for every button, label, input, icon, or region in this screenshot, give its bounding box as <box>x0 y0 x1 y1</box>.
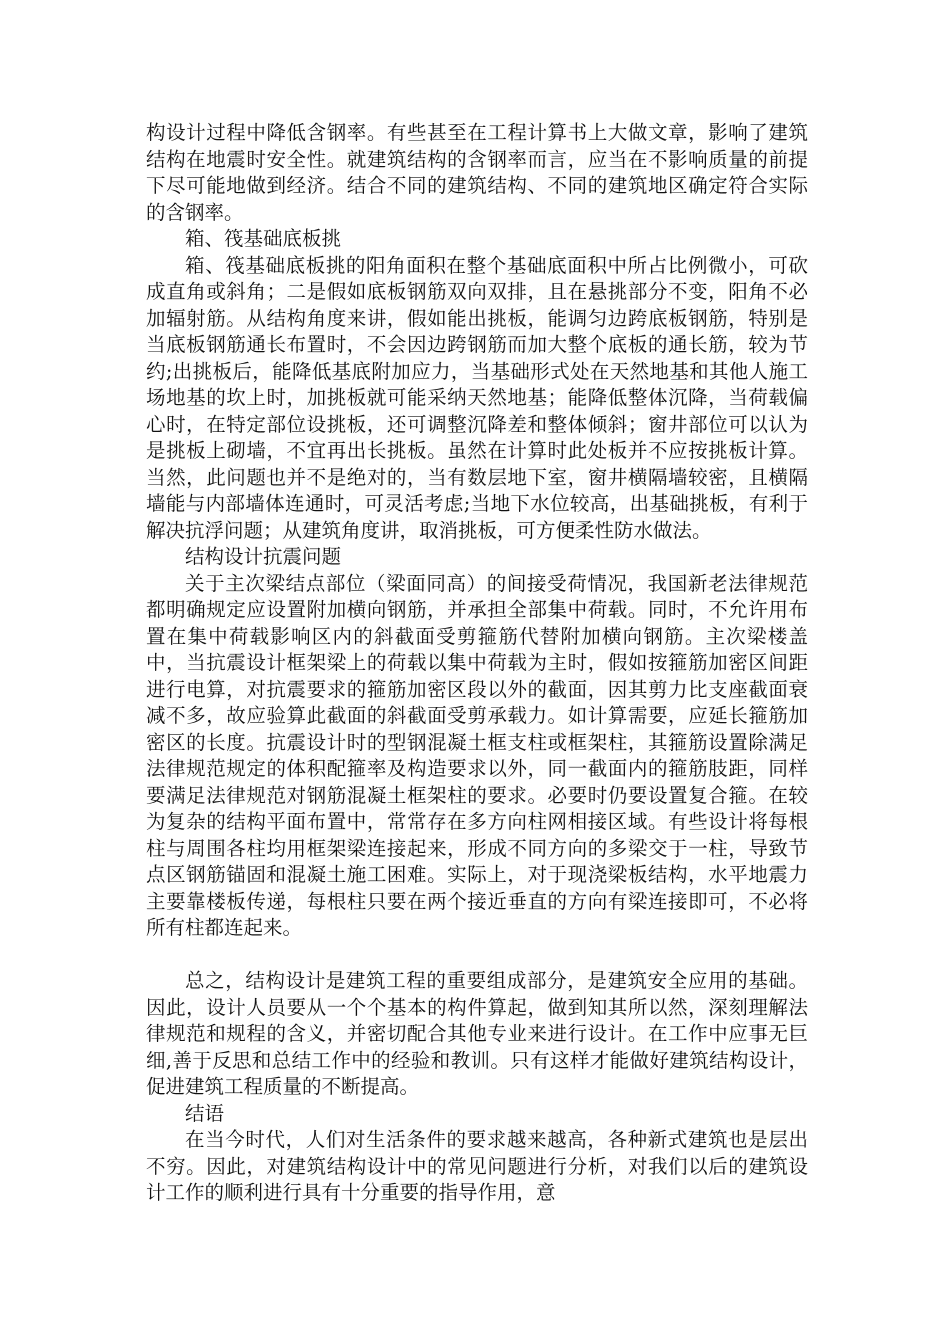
paragraph-conclusion: 在当今时代，人们对生活条件的要求越来越高，各种新式建筑也是层出不穷。因此，对建筑结构设计中的常见问题进行分析，对我们以后的建筑设计工作的顺利进行具有十分重要的指导作用，意 <box>146 1128 808 1204</box>
paragraph-raft-foundation: 箱、筏基础底板挑的阳角面积在整个基础底面积中所占比例微小，可砍成直角或斜角；二是假如底板钢筋双向双排，且在悬挑部分不变，阳角不必加辐射筋。从结构角度来讲，假如能出挑板，能调匀边跨底板钢筋，特别是当底板钢筋通长布置时，不会因边跨钢筋而加大整个底板的通长筋，较为节约;出挑板后，能降低基底附加应力，当基础形式处在天然地基和其他人施工场地基的坎上时，加挑板就可能采纳天然地基；能降低整体沉降，当荷载偏心时，在特定部位设挑板，还可调整沉降差和整体倾斜；窗井部位可以认为是挑板上砌墙，不宜再出长挑板。虽然在计算时此处板并不应按挑板计算。当然，此问题也并不是绝对的，当有数层地下室，窗井横隔墙较密，且横隔墙能与内部墙体连通时，可灵活考虑;当地下水位较高，出基础挑板，有利于解决抗浮问题；从建筑角度讲，取消挑板，可方便柔性防水做法。 <box>146 253 808 542</box>
document-body <box>146 120 808 1207</box>
section-heading-conclusion: 结语 <box>185 1101 225 1125</box>
section-heading-seismic: 结构设计抗震问题 <box>185 545 342 568</box>
paragraph-spacer <box>146 942 808 969</box>
paragraph-steel-ratio: 构设计过程中降低含钢率。有些甚至在工程计算书上大做文章，影响了建筑结构在地震时安全性。就建筑结构的含钢率而言，应当在不影响质量的前提下尽可能地做到经济。结合不同的建筑结构、不同的建筑地区确定符合实际的含钢率。 <box>146 121 808 224</box>
paragraph-seismic: 关于主次梁结点部位（梁面同高）的间接受荷情况，我国新老法律规范都明确规定应设置附加横向钢筋，并承担全部集中荷载。同时，不允许用布置在集中荷载影响区内的斜截面受剪箍筋代替附加横向钢筋。主次梁楼盖中，当抗震设计框架梁上的荷载以集中荷载为主时，假如按箍筋加密区间距进行电算，对抗震要求的箍筋加密区段以外的截面，因其剪力比支座截面衰减不多，故应验算此截面的斜截面受剪承载力。如计算需要，应延长箍筋加密区的长度。抗震设计时的型钢混凝土框支柱或框架柱，其箍筋设置除满足法律规范规定的体积配箍率及构造要求以外，同一截面内的箍筋肢距，同样要满足法律规范对钢筋混凝土框架柱的要求。必要时仍要设置复合箍。在较为复杂的结构平面布置中，常常存在多方向柱网相接区域。有些设计将每根柱与周围各柱均用框架梁连接起来，形成不同方向的多梁交于一柱，导致节点区钢筋锚固和混凝土施工困难。实际上，对于现浇梁板结构，水平地震力主要靠楼板传递，每根柱只要在两个接近垂直的方向有梁连接即可，不必将所有柱都连起来。 <box>146 571 808 939</box>
section-heading-raft-foundation: 箱、筏基础底板挑 <box>185 227 342 250</box>
paragraph-summary: 总之，结构设计是建筑工程的重要组成部分，是建筑安全应用的基础。因此，设计人员要从一个个基本的构件算起，做到知其所以然，深刻理解法律规范和规程的含义，并密切配合其他专业来进行设计。在工作中应事无巨细,善于反思和总结工作中的经验和教训。只有这样才能做好建筑结构设计，促进建筑工程质量的不断提高。 <box>146 969 808 1098</box>
